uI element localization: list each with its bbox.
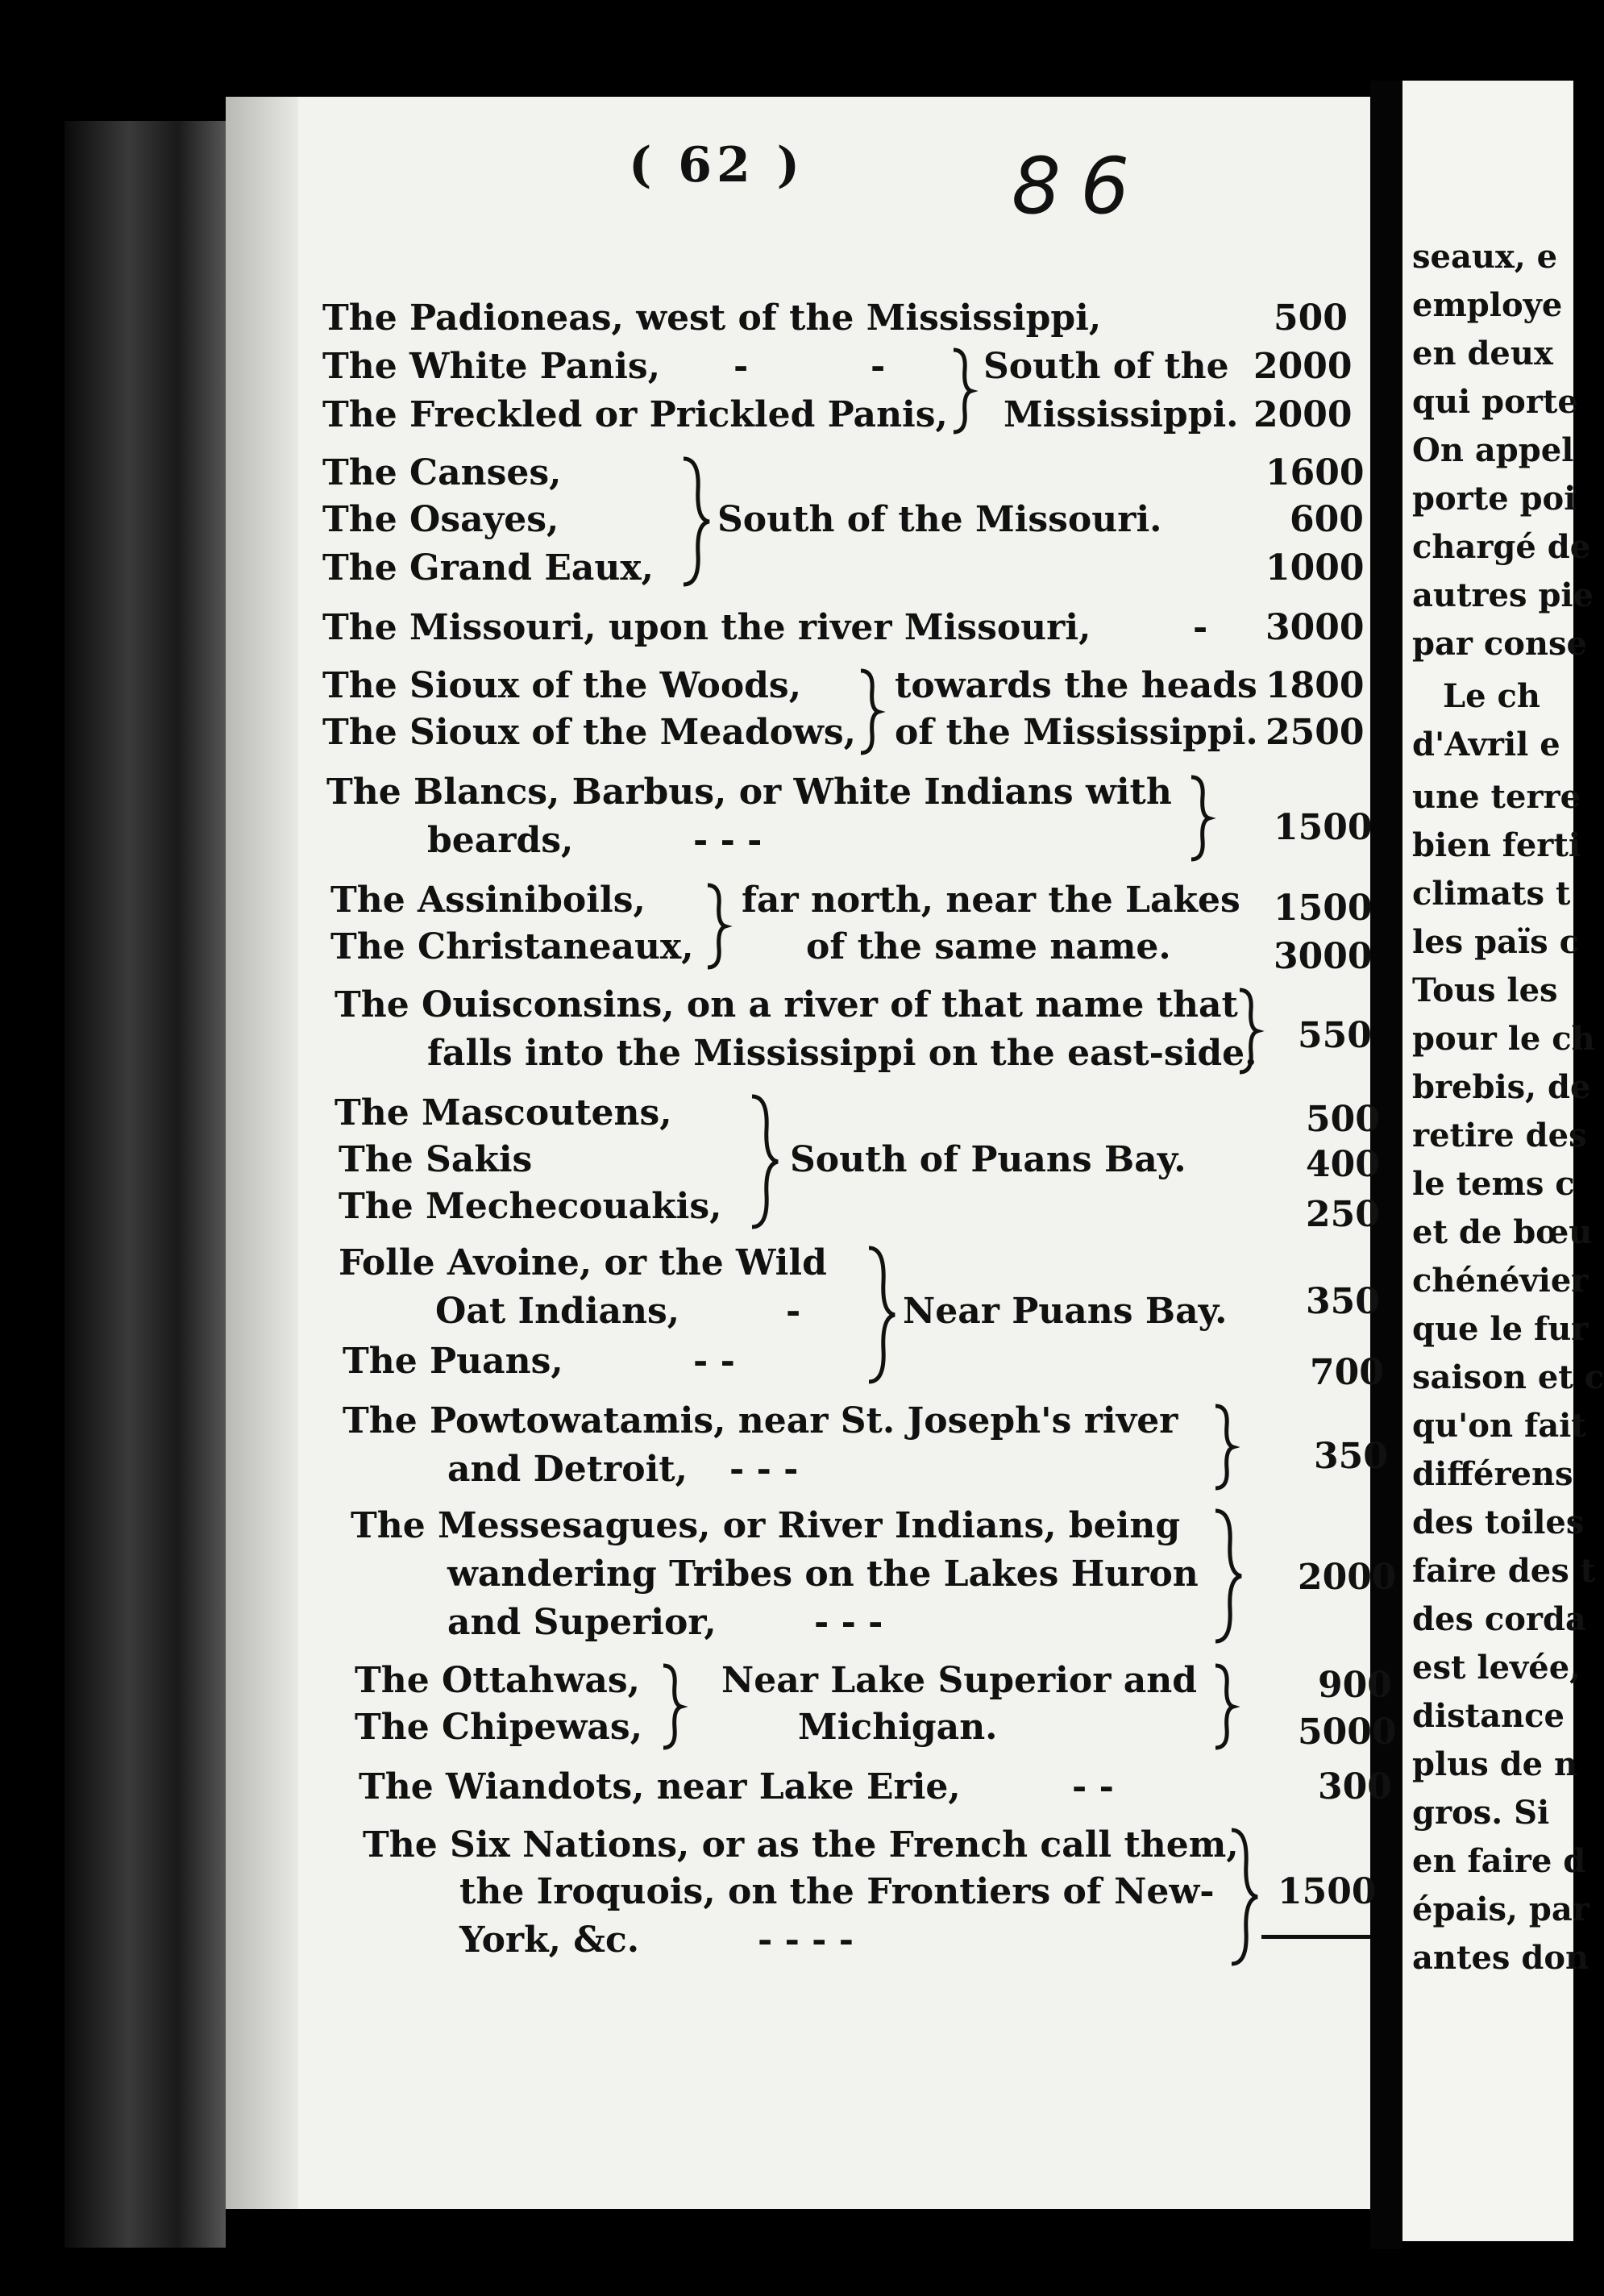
facing-page-line: épais, par (1412, 1890, 1589, 1928)
entry-text: York, &c. (459, 1920, 640, 1961)
region-label: Near Puans Bay. (903, 1291, 1228, 1332)
facing-page-line: climats t (1412, 875, 1571, 913)
leader-dashes: - (733, 346, 749, 387)
population-number: 350 (1314, 1436, 1388, 1477)
entry-text: The Chipewas, (355, 1707, 643, 1748)
facing-page-line: différens (1412, 1455, 1573, 1493)
entry-text: The Canses, (322, 452, 562, 493)
entry-text: The Ouisconsins, on a river of that name that (335, 984, 1238, 1025)
leader-dashes: - (786, 1291, 801, 1332)
population-number: 1800 (1265, 665, 1365, 706)
facing-page-line: porte poi (1412, 480, 1577, 518)
entry-text: The Messesagues, or River Indians, being (351, 1505, 1181, 1546)
curly-brace (657, 1662, 689, 1751)
entry-text: The Blancs, Barbus, or White Indians with (326, 772, 1172, 813)
curly-brace (1185, 774, 1217, 863)
population-number: 1600 (1265, 452, 1365, 493)
region-label: towards the heads (895, 665, 1257, 706)
leader-dashes: - (1193, 607, 1208, 648)
population-number: 600 (1290, 499, 1364, 540)
population-number: 2000 (1298, 1557, 1397, 1598)
entry-text: and Detroit, (447, 1449, 688, 1490)
curly-brace (746, 1093, 786, 1230)
population-number: 700 (1310, 1352, 1384, 1393)
population-number: 500 (1274, 297, 1348, 339)
facing-page-line: en deux (1412, 335, 1553, 372)
facing-page-line: bien ferti (1412, 826, 1581, 864)
entry-text: The Six Nations, or as the French call them, (363, 1824, 1239, 1866)
facing-page-line: le tems c (1412, 1165, 1575, 1203)
handwritten-page-number: 86 (1012, 141, 1149, 231)
entry-text: The Padioneas, west of the Mississippi, (322, 297, 1102, 339)
entry-text: The Osayes, (322, 499, 559, 540)
leader-dashes: - - - (693, 820, 763, 861)
facing-page-line: des toiles (1412, 1504, 1585, 1541)
facing-page-line: Tous les (1412, 971, 1558, 1009)
entry-text: the Iroquois, on the Frontiers of New- (459, 1871, 1215, 1912)
curly-brace (1209, 1662, 1241, 1751)
population-number: 1500 (1274, 807, 1373, 848)
population-number: 900 (1318, 1665, 1392, 1706)
facing-page-line: une terre (1412, 778, 1581, 816)
facing-page-line: est levée, (1412, 1649, 1581, 1687)
population-number: 2500 (1265, 712, 1365, 753)
facing-page-line: employe (1412, 286, 1563, 324)
facing-page-line: que le fur (1412, 1310, 1589, 1348)
facing-page-line: en faire d (1412, 1842, 1586, 1880)
entry-text: The Assiniboils, (330, 880, 646, 921)
region-label: South of the Missouri. (717, 499, 1162, 540)
population-number: 5000 (1298, 1712, 1397, 1753)
facing-page-line: des corda (1412, 1600, 1586, 1638)
curly-brace (854, 668, 887, 756)
population-number: 2000 (1253, 346, 1353, 387)
population-number: 350 (1306, 1281, 1380, 1322)
population-number: 500 (1306, 1099, 1380, 1140)
curly-brace (701, 882, 733, 971)
entry-text: Oat Indians, (435, 1291, 680, 1332)
curly-brace (1209, 1508, 1249, 1645)
entry-text: beards, (427, 820, 574, 861)
entry-text: Folle Avoine, or the Wild (339, 1242, 827, 1283)
facing-page-line: d'Avril e (1412, 726, 1560, 763)
leader-dashes: - - - (729, 1449, 799, 1490)
region-label: Near Lake Superior and (721, 1660, 1198, 1701)
region-label: of the same name. (806, 926, 1171, 967)
entry-text: The Mascoutens, (335, 1092, 672, 1133)
population-number: 1500 (1274, 888, 1373, 929)
population-number: 1000 (1265, 547, 1365, 589)
facing-page-line: antes don (1412, 1939, 1589, 1977)
region-label: South of the (983, 346, 1229, 387)
entry-text: The Wiandots, near Lake Erie, (359, 1766, 961, 1807)
entry-text: The Freckled or Prickled Panis, (322, 394, 948, 435)
leader-dashes: - - - - (758, 1920, 854, 1961)
entry-text: and Superior, (447, 1602, 717, 1643)
region-label: of the Mississippi. (895, 712, 1258, 753)
facing-page-line: gros. Si (1412, 1794, 1550, 1832)
facing-page-line: distance (1412, 1697, 1565, 1735)
region-label: Mississippi. (1004, 394, 1239, 435)
facing-page-line: faire des t (1412, 1552, 1596, 1590)
facing-page-line: brebis, de (1412, 1068, 1591, 1106)
population-number: 2000 (1253, 394, 1353, 435)
curly-brace (1233, 987, 1265, 1075)
facing-page-line: seaux, e (1412, 238, 1558, 276)
population-number: 250 (1306, 1194, 1380, 1235)
entry-text: falls into the Mississippi on the east-side. (427, 1033, 1257, 1074)
closing-rule (1261, 1935, 1370, 1939)
facing-page-line: par conse (1412, 625, 1587, 663)
entry-text: The Grand Eaux, (322, 547, 654, 589)
facing-page-line: autres pie (1412, 576, 1594, 614)
facing-page-line: Le ch (1443, 677, 1540, 715)
curly-brace (1225, 1827, 1265, 1968)
facing-page-line: chargé de (1412, 528, 1591, 566)
entry-text: The Missouri, upon the river Missouri, (322, 607, 1091, 648)
curly-brace (862, 1245, 903, 1386)
entry-text: The Powtowatamis, near St. Joseph's river (343, 1400, 1178, 1441)
entry-text: The White Panis, (322, 346, 661, 387)
entry-text: The Sakis (339, 1139, 533, 1180)
curly-brace (947, 347, 979, 435)
entry-text: The Puans, (343, 1341, 563, 1382)
facing-page-line: saison et c (1412, 1358, 1604, 1396)
facing-page-line: qu'on fait (1412, 1407, 1586, 1445)
curly-brace (677, 455, 717, 589)
entry-text: The Mechecouakis, (339, 1186, 722, 1227)
region-label: Michigan. (798, 1707, 998, 1748)
facing-page-line: plus de n (1412, 1745, 1578, 1783)
region-label: South of Puans Bay. (790, 1139, 1186, 1180)
facing-page-line: pour le ch (1412, 1020, 1595, 1058)
population-number: 3000 (1274, 936, 1373, 977)
book-edge (64, 121, 226, 2248)
entry-text: The Sioux of the Woods, (322, 665, 802, 706)
facing-page-line: On appel (1412, 431, 1574, 469)
facing-page-line: retire des (1412, 1117, 1587, 1154)
facing-page-line: chénévier (1412, 1262, 1589, 1300)
population-number: 550 (1298, 1015, 1372, 1056)
entry-text: The Ottahwas, (355, 1660, 640, 1701)
leader-dashes: - (871, 346, 886, 387)
page-folio: ( 62 ) (629, 137, 805, 193)
population-number: 300 (1318, 1766, 1392, 1807)
leader-dashes: - - (1072, 1766, 1114, 1807)
entry-text: The Sioux of the Meadows, (322, 712, 856, 753)
entry-text: wandering Tribes on the Lakes Huron (447, 1554, 1199, 1595)
leader-dashes: - - - (814, 1602, 883, 1643)
population-number: 400 (1306, 1144, 1380, 1185)
curly-brace (1209, 1403, 1241, 1491)
leader-dashes: - - (693, 1341, 735, 1382)
facing-page-line: qui porte (1412, 383, 1578, 421)
population-number: 1500 (1278, 1871, 1377, 1912)
page-edge-shadow (226, 97, 298, 2209)
entry-text: The Christaneaux, (330, 926, 694, 967)
facing-page-line: les païs c (1412, 923, 1579, 961)
population-number: 3000 (1265, 607, 1365, 648)
region-label: far north, near the Lakes (742, 880, 1240, 921)
facing-page-line: et de bœu (1412, 1213, 1593, 1251)
